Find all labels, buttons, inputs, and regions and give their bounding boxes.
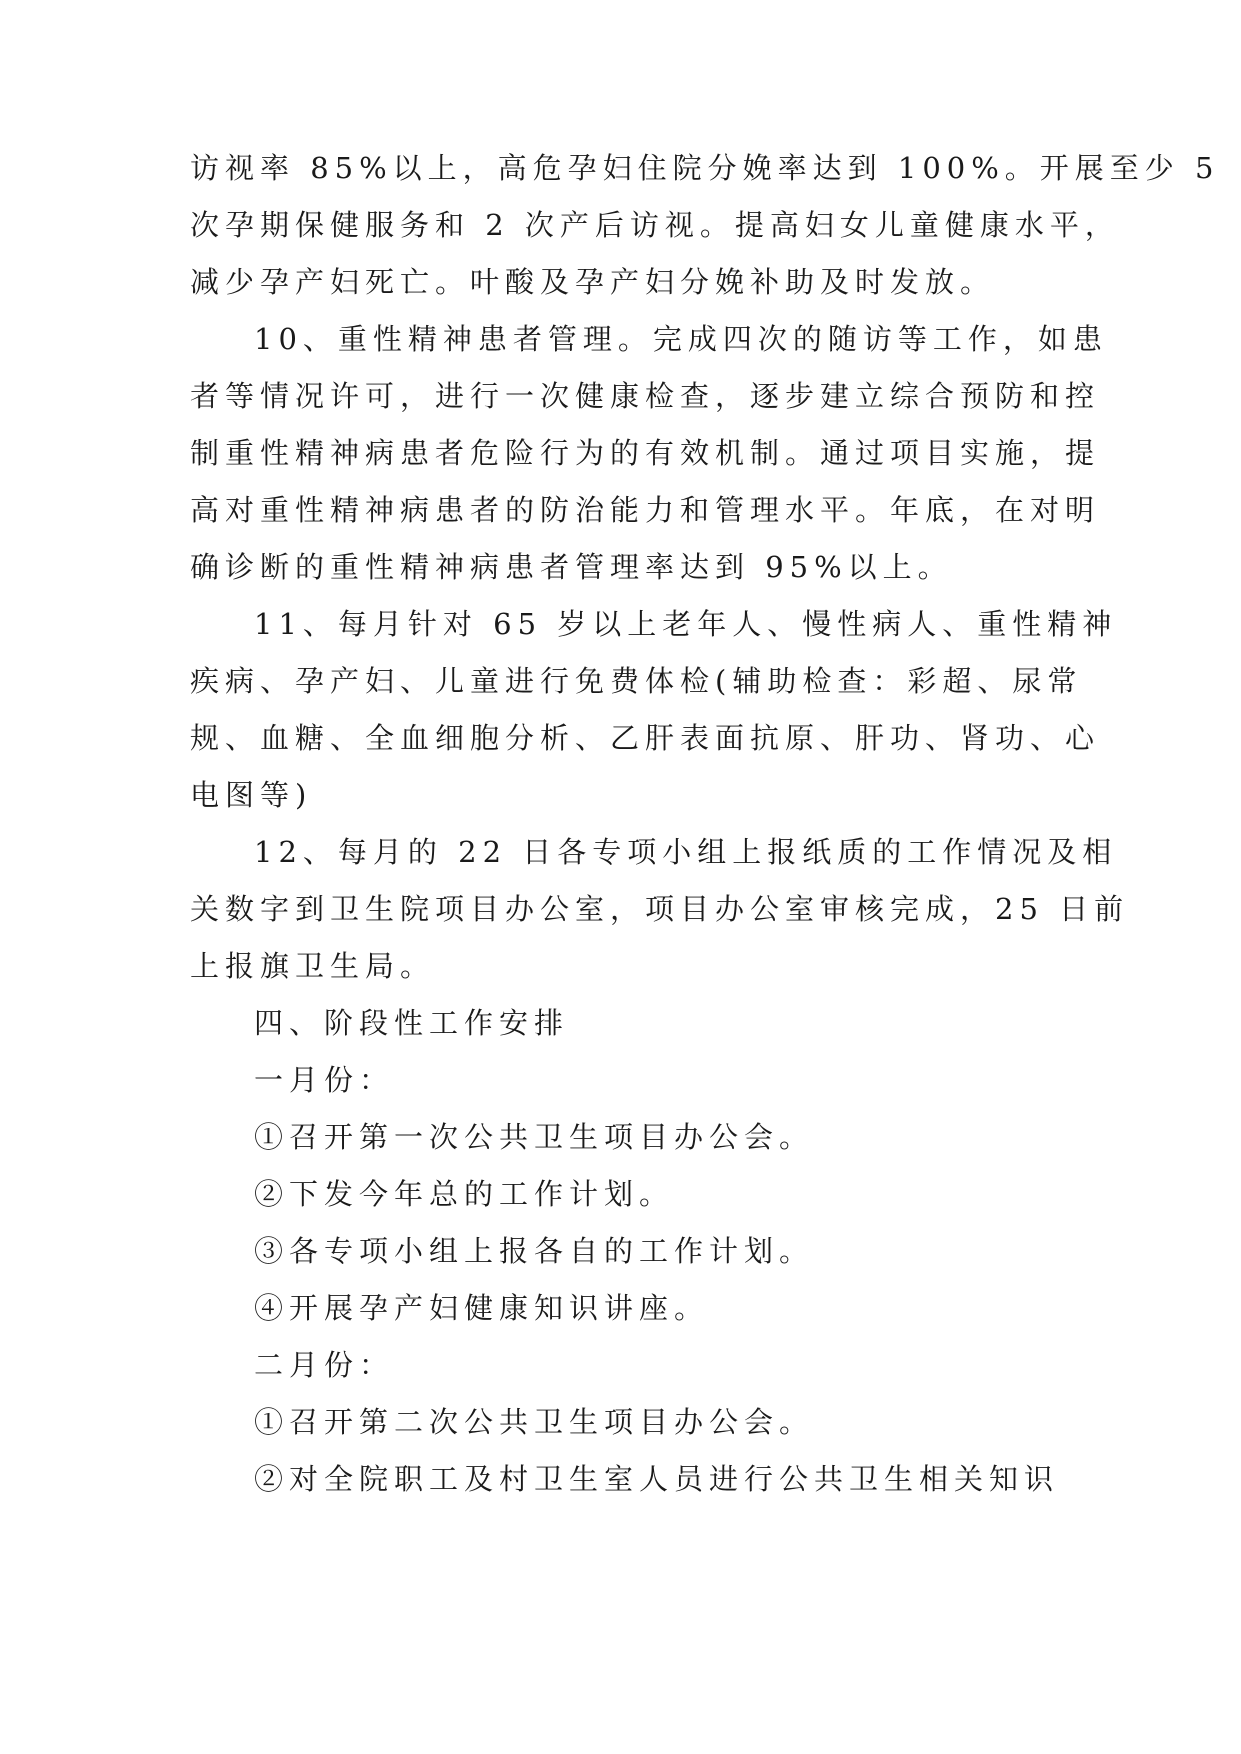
paragraph-line: 确诊断的重性精神病患者管理率达到 95%以上。 bbox=[190, 550, 953, 584]
section-heading: 四、阶段性工作安排 bbox=[254, 1006, 570, 1040]
paragraph-line: 11、每月针对 65 岁以上老年人、慢性病人、重性精神 bbox=[254, 607, 1118, 641]
paragraph-line: 高对重性精神病患者的防治能力和管理水平。年底，在对明 bbox=[190, 493, 1101, 527]
paragraph-line: 关数字到卫生院项目办公室，项目办公室审核完成，25 日前 bbox=[190, 892, 1130, 926]
paragraph-line: 减少孕产妇死亡。叶酸及孕产妇分娩补助及时发放。 bbox=[190, 265, 996, 299]
paragraph-line: 电图等) bbox=[190, 778, 313, 812]
list-item: ④开展孕产妇健康知识讲座。 bbox=[254, 1291, 710, 1325]
paragraph-line: 访视率 85%以上，高危孕妇住院分娩率达到 100%。开展至少 5 bbox=[190, 151, 1220, 185]
paragraph-line: 规、血糖、全血细胞分析、乙肝表面抗原、肝功、肾功、心 bbox=[190, 721, 1101, 755]
month-heading: 二月份： bbox=[254, 1348, 395, 1382]
list-item: ③各专项小组上报各自的工作计划。 bbox=[254, 1234, 815, 1268]
paragraph-line: 疾病、孕产妇、儿童进行免费体检(辅助检查：彩超、尿常 bbox=[190, 664, 1083, 698]
paragraph-line: 12、每月的 22 日各专项小组上报纸质的工作情况及相 bbox=[254, 835, 1118, 869]
paragraph-line: 者等情况许可，进行一次健康检查，逐步建立综合预防和控 bbox=[190, 379, 1101, 413]
list-item: ②对全院职工及村卫生室人员进行公共卫生相关知识 bbox=[254, 1462, 1060, 1496]
paragraph-line: 10、重性精神患者管理。完成四次的随访等工作，如患 bbox=[254, 322, 1108, 356]
list-item: ①召开第一次公共卫生项目办公会。 bbox=[254, 1120, 815, 1154]
month-heading: 一月份： bbox=[254, 1063, 395, 1097]
list-item: ②下发今年总的工作计划。 bbox=[254, 1177, 675, 1211]
list-item: ①召开第二次公共卫生项目办公会。 bbox=[254, 1405, 815, 1439]
paragraph-line: 上报旗卫生局。 bbox=[190, 949, 436, 983]
paragraph-line: 制重性精神病患者危险行为的有效机制。通过项目实施，提 bbox=[190, 436, 1101, 470]
paragraph-line: 次孕期保健服务和 2 次产后访视。提高妇女儿童健康水平， bbox=[190, 208, 1120, 242]
